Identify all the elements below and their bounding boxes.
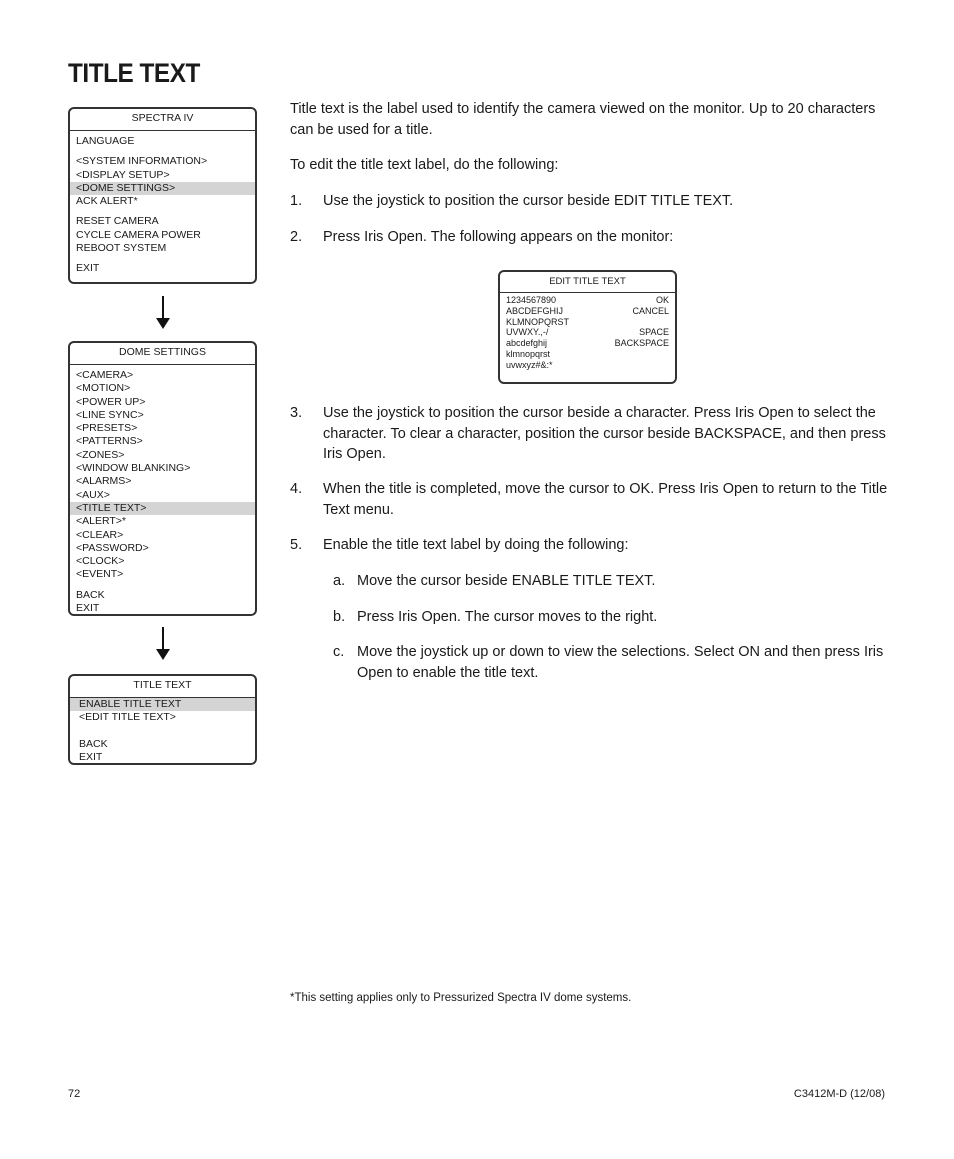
edit-screen-header: EDIT TITLE TEXT [500,272,675,293]
intro-paragraph: Title text is the label used to identify the camera viewed on the monitor. Up to 20 characters can be used for a title. [290,101,876,138]
menu-spacer [70,725,255,738]
menu-item: ENABLE TITLE TEXT [70,698,255,711]
character-row: uvwxyz#&:* [506,359,553,370]
menu-item: <AUX> [76,488,110,501]
menu-item: <CAMERA> [76,369,134,381]
menu-spacer [70,208,255,215]
menu-item: ACK ALERT* [76,195,138,208]
character-row: abcdefghij [506,338,548,349]
menu-body [70,698,255,764]
menu-item: EXIT [76,602,100,615]
menu-body [70,365,255,615]
menu-item: <PRESETS> [76,422,138,435]
menu-item: <ZONES> [76,448,125,461]
menu-item: <PATTERNS> [76,435,143,448]
menu-body [70,131,255,276]
step-text: Enable the title text label by doing the following: [323,537,629,553]
substep-b [333,607,893,628]
instruction-paragraph: To edit the title text label, do the following: [290,157,559,173]
menu-item: <ALERT>* [76,515,127,528]
step-1 [290,191,890,212]
substep-text: Press Iris Open. The cursor moves to the right. [357,609,658,625]
substep-letter: b. [333,609,346,625]
menu-item: <CLOCK> [76,555,125,568]
command-row: CANCEL [632,305,669,316]
menu-item: <MOTION> [76,382,131,395]
command-list [615,295,669,349]
menu-item: <TITLE TEXT> [70,502,255,515]
character-row: KLMNOPQRST [506,316,570,327]
menu-item: <SYSTEM INFORMATION> [76,155,208,168]
menu-item: <ALARMS> [76,475,132,488]
character-row: 1234567890 [506,295,557,305]
character-list [506,295,569,371]
menu-item: <EVENT> [76,568,124,581]
step-2 [290,227,890,248]
edit-title-text-screen [498,270,677,384]
menu-spacer [70,148,255,155]
command-row: SPACE [639,327,669,338]
step-text: Use the joystick to position the cursor beside EDIT TITLE TEXT. [323,193,734,209]
spectra-iv-menu-screen [68,107,257,284]
down-arrow-icon [156,296,170,331]
step-5 [290,535,890,556]
dome-settings-menu-screen [68,341,257,616]
menu-item: <CLEAR> [76,528,124,541]
menu-item: <WINDOW BLANKING> [76,462,191,475]
step-number: 3. [290,405,303,421]
character-row: UVWXY.,-/ [506,327,549,338]
substep-text: Move the cursor beside ENABLE TITLE TEXT. [357,573,656,589]
character-row: ABCDEFGHIJ [506,305,564,316]
menu-item: RESET CAMERA [76,215,159,228]
menu-spacer [70,255,255,262]
step-text: Press Iris Open. The following appears on the monitor: [323,229,674,245]
menu-item: LANGUAGE [76,135,135,147]
substep-letter: c. [333,644,345,660]
menu-item: CYCLE CAMERA POWER [76,228,201,241]
menu-item: <EDIT TITLE TEXT> [79,711,176,724]
step-3 [290,403,890,465]
step-number: 5. [290,537,303,553]
command-row: OK [655,295,669,305]
menu-item: <PASSWORD> [76,541,149,554]
substep-c [333,642,893,683]
menu-item: REBOOT SYSTEM [76,242,167,255]
menu-item: <LINE SYNC> [76,408,144,421]
menu-item: BACK [76,588,105,601]
menu-item: <DOME SETTINGS> [70,182,255,195]
command-row [615,317,669,328]
menu-header: SPECTRA IV [70,109,255,131]
menu-item: BACK [79,737,108,750]
title-text-menu-screen [68,674,257,765]
menu-item: EXIT [76,262,100,275]
page-title: TITLE TEXT [68,58,200,88]
substep-a [333,571,893,592]
menu-header: TITLE TEXT [70,676,255,698]
substep-letter: a. [333,573,346,589]
character-row: klmnopqrst [506,348,551,359]
step-text: When the title is completed, move the cursor to OK. Press Iris Open to return to the Title Text menu. [323,481,888,518]
menu-spacer [70,582,255,589]
command-row: BACKSPACE [614,338,669,349]
menu-item: <DISPLAY SETUP> [76,168,170,181]
step-number: 1. [290,193,303,209]
menu-item: <POWER UP> [76,395,146,408]
menu-header: DOME SETTINGS [70,343,255,365]
page-number: 72 [68,1088,81,1100]
step-text: Use the joystick to position the cursor beside a character. Press Iris Open to select the character. To clear a character, position the cursor beside BACKSPACE, and then press Iris Open. [323,405,886,462]
document-id: C3412M-D (12/08) [793,1088,885,1100]
step-number: 2. [290,229,303,245]
step-number: 4. [290,481,303,497]
step-4 [290,479,890,520]
menu-item: EXIT [79,750,103,763]
down-arrow-icon [156,627,170,662]
substep-text: Move the joystick up or down to view the selections. Select ON and then press Iris Open to enable the title text. [357,644,884,681]
footnote: *This setting applies only to Pressurized Spectra IV dome systems. [290,992,632,1004]
